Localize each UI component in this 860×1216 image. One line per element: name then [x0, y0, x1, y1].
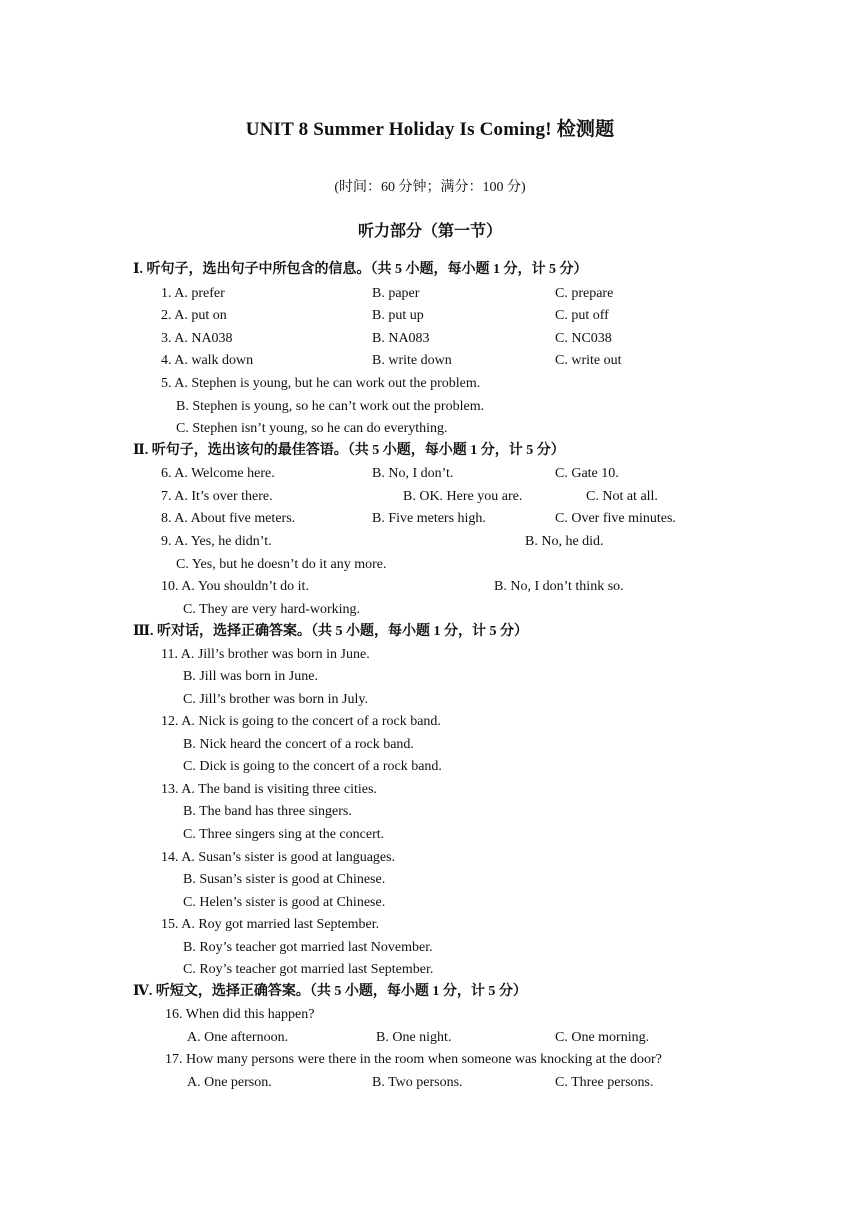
q17-stem: 17. How many persons were there in the room when someone was knocking at the door? [165, 1052, 662, 1067]
q12-option-a: 12. A. Nick is going to the concert of a rock band. [161, 714, 441, 729]
q5-option-b: B. Stephen is young, so he can’t work out the problem. [176, 399, 485, 414]
q2-option-b: B. put up [372, 308, 424, 323]
q5-option-c: C. Stephen isn’t young, so he can do everything. [176, 421, 448, 436]
q3-option-c: C. NC038 [555, 331, 612, 346]
q15-option-c: C. Roy’s teacher got married last September. [183, 962, 434, 977]
q2-option-a: 2. A. put on [161, 308, 227, 323]
q16-option-a: A. One afternoon. [187, 1030, 289, 1045]
section-heading-3: Ⅲ. 听对话，选择正确答案。（共 5 小题，每小题 1 分，计 5 分） [133, 624, 529, 639]
section-heading-2: Ⅱ. 听句子，选出该句的最佳答语。（共 5 小题，每小题 1 分，计 5 分） [133, 443, 565, 458]
q15-option-b: B. Roy’s teacher got married last November. [183, 940, 433, 955]
q4-option-a: 4. A. walk down [161, 353, 254, 368]
q13-option-c: C. Three singers sing at the concert. [183, 827, 385, 842]
q10-option-c: C. They are very hard-working. [183, 602, 361, 617]
q14-option-c: C. Helen’s sister is good at Chinese. [183, 895, 386, 910]
q9-option-a: 9. A. Yes, he didn’t. [161, 534, 272, 549]
q16-option-b: B. One night. [376, 1030, 452, 1045]
q10-option-b: B. No, I don’t think so. [494, 579, 624, 594]
q6-option-a: 6. A. Welcome here. [161, 466, 275, 481]
part-heading: 听力部分（第一节） [357, 223, 502, 240]
q13-option-a: 13. A. The band is visiting three cities. [161, 782, 377, 797]
q13-option-b: B. The band has three singers. [183, 804, 352, 819]
q2-option-c: C. put off [555, 308, 609, 323]
q16-option-c: C. One morning. [555, 1030, 650, 1045]
page-title: UNIT 8 Summer Holiday Is Coming! 检测题 [245, 119, 615, 140]
q14-option-a: 14. A. Susan’s sister is good at languages. [161, 850, 396, 865]
q8-option-c: C. Over five minutes. [555, 511, 676, 526]
q17-option-b: B. Two persons. [372, 1075, 463, 1090]
q15-option-a: 15. A. Roy got married last September. [161, 917, 380, 932]
q1-option-a: 1. A. prefer [161, 286, 225, 301]
q12-option-b: B. Nick heard the concert of a rock band. [183, 737, 414, 752]
q1-option-b: B. paper [372, 286, 420, 301]
exam-time-info: (时间：60 分钟；满分：100 分) [334, 180, 526, 195]
q11-option-a: 11. A. Jill’s brother was born in June. [161, 647, 370, 662]
q16-stem: 16. When did this happen? [165, 1007, 315, 1022]
q4-option-c: C. write out [555, 353, 622, 368]
q7-option-b: B. OK. Here you are. [403, 489, 523, 504]
q9-option-b: B. No, he did. [525, 534, 604, 549]
q3-option-b: B. NA083 [372, 331, 430, 346]
q11-option-c: C. Jill’s brother was born in July. [183, 692, 368, 707]
q7-option-c: C. Not at all. [586, 489, 658, 504]
q14-option-b: B. Susan’s sister is good at Chinese. [183, 872, 386, 887]
q7-option-a: 7. A. It’s over there. [161, 489, 273, 504]
q6-option-b: B. No, I don’t. [372, 466, 454, 481]
section-heading-1: Ⅰ. 听句子，选出句子中所包含的信息。（共 5 小题，每小题 1 分，计 5 分） [133, 262, 588, 277]
q9-option-c: C. Yes, but he doesn’t do it any more. [176, 557, 387, 572]
q8-option-a: 8. A. About five meters. [161, 511, 296, 526]
section-heading-4: Ⅳ. 听短文，选择正确答案。（共 5 小题，每小题 1 分，计 5 分） [133, 984, 527, 999]
q3-option-a: 3. A. NA038 [161, 331, 233, 346]
q17-option-a: A. One person. [187, 1075, 272, 1090]
q11-option-b: B. Jill was born in June. [183, 669, 318, 684]
q10-option-a: 10. A. You shouldn’t do it. [161, 579, 309, 594]
q17-option-c: C. Three persons. [555, 1075, 654, 1090]
q4-option-b: B. write down [372, 353, 452, 368]
q5-option-a: 5. A. Stephen is young, but he can work out the problem. [161, 376, 481, 391]
q12-option-c: C. Dick is going to the concert of a rock band. [183, 759, 442, 774]
q1-option-c: C. prepare [555, 286, 614, 301]
q8-option-b: B. Five meters high. [372, 511, 486, 526]
q6-option-c: C. Gate 10. [555, 466, 619, 481]
